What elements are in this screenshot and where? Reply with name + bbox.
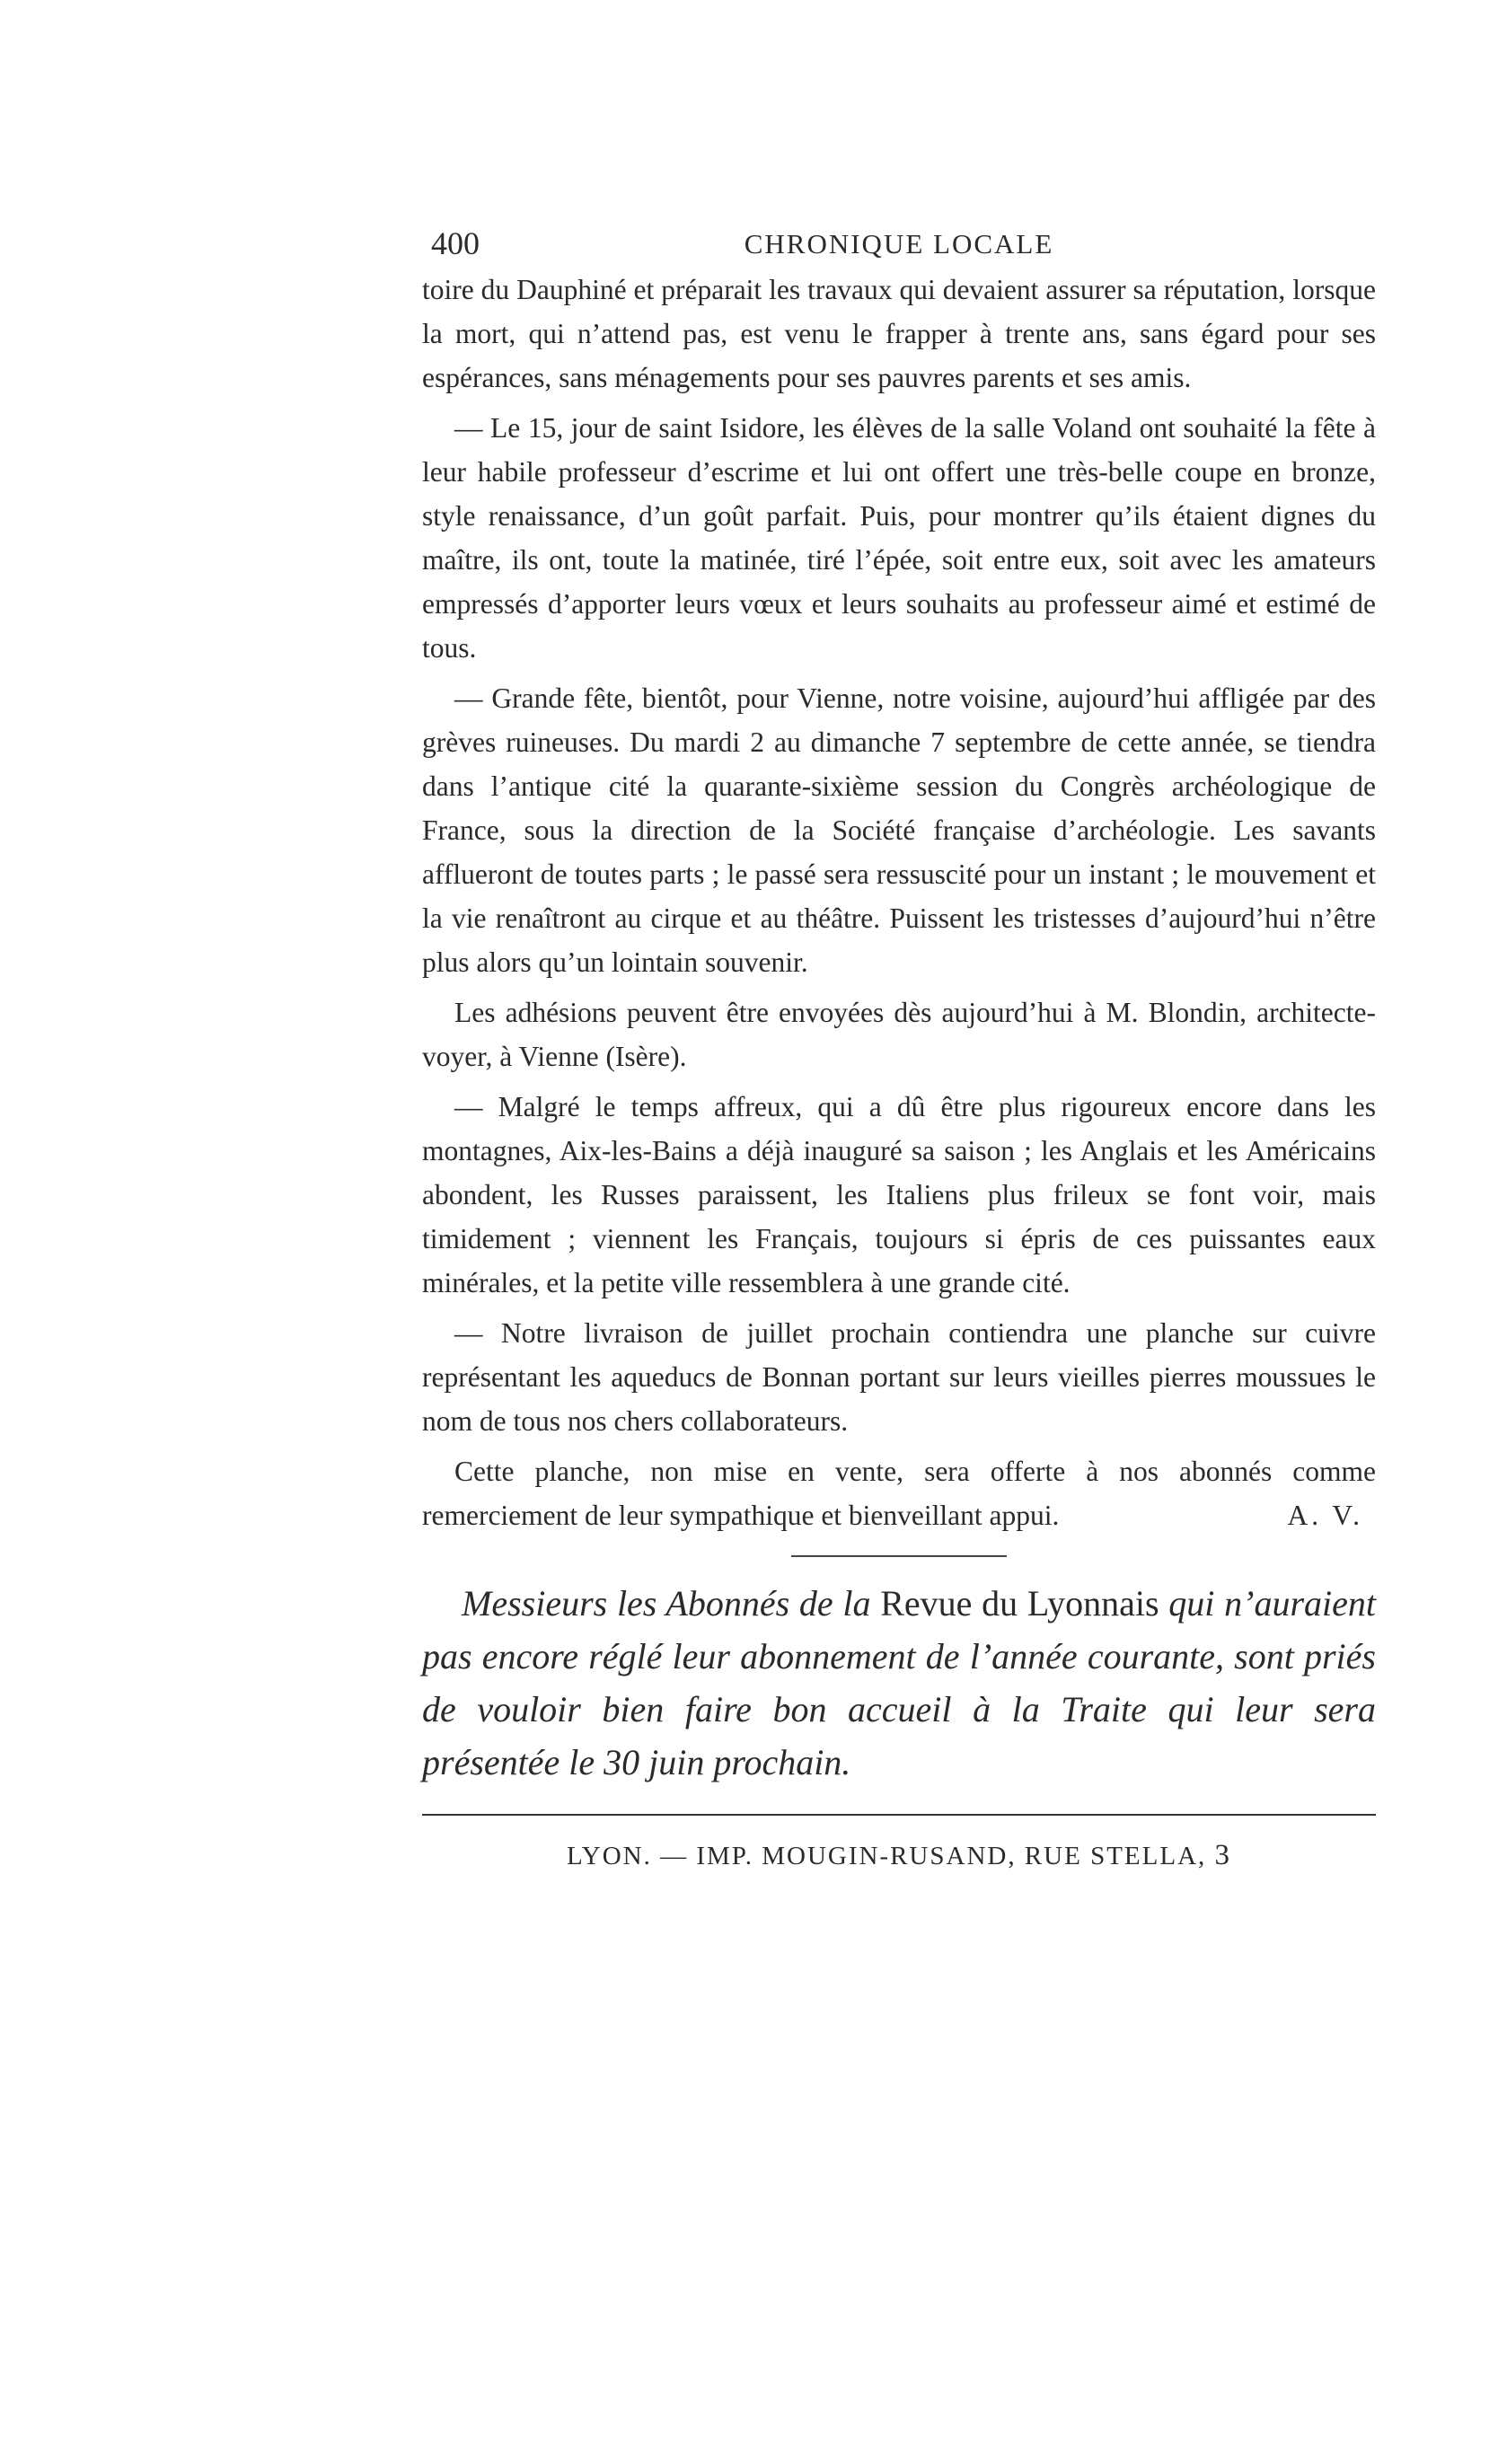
paragraph-dauphine: toire du Dauphiné et préparait les travaux qui devaient assurer sa réputation, lorsque la mort, qui n’attend pas, est venu le frapper à trente ans, sans égard pour ses espérances, sans ménagements pour ses pauvres parents et ses amis. [422, 274, 1376, 393]
paragraph-salle-voland: — Le 15, jour de saint Isidore, les élèves de la salle Voland ont souhaité la fête à leur habile professeur d’escrime et lui ont offert une très-belle coupe en bronze, style renaissance, d’un goût parfait. Puis, pour montrer qu’ils étaient dignes du maître, ils ont, toute la matinée, tiré l’épée, soit entre eux, soit avec les amateurs empressés d’apporter leurs vœux et leurs souhaits au professeur aimé et estimé de tous. [422, 412, 1376, 664]
paragraph-vienne-congress: — Grande fête, bientôt, pour Vienne, notre voisine, aujourd’hui affligée par des grèves ruineuses. Du mardi 2 au dimanche 7 septembre de cette année, se tiendra dans l’antique cité la quarante-sixième session du Congrès archéologique de France, sous la direction de la Société française d’archéologie. Les savants afflueront de toutes parts ; le passé sera ressuscité pour un instant ; le mouvement et la vie renaîtront au cirque et au théâtre. Puissent les tristesses d’aujourd’hui n’être plus alors qu’un lointain souvenir. [422, 682, 1376, 978]
printer-imprint [422, 1839, 1376, 1872]
notice-intro: Messieurs les Abonnés de la [462, 1583, 881, 1624]
imprint-street-number: 3 [1214, 1839, 1232, 1871]
chronicle-text [422, 268, 1376, 1537]
paragraph-planche: — Notre livraison de juillet prochain contiendra une planche sur cuivre représentant les aqueducs de Bonnan portant sur leurs vieilles pierres moussues le nom de tous nos chers collaborateurs. [422, 1317, 1376, 1437]
paragraph-adhesions: Les adhésions peuvent être envoyées dès aujourd’hui à M. Blondin, architecte-voyer, à Vienne (Isère). [422, 997, 1376, 1072]
book-page [422, 224, 1376, 1872]
imprint-text: LYON. — IMP. MOUGIN-RUSAND, RUE STELLA, [566, 1842, 1215, 1870]
signature: A. V. [1287, 1500, 1363, 1531]
page-number: 400 [431, 225, 480, 261]
running-title: CHRONIQUE LOCALE [744, 228, 1054, 260]
footer-rule [422, 1814, 1376, 1816]
running-head [422, 224, 1376, 268]
subscriber-notice [422, 1577, 1376, 1789]
closing-text: Cette planche, non mise en vente, sera offerte à nos abonnés comme remerciement de leur sympathique et bienveillant appui. [422, 1456, 1376, 1531]
journal-title: Revue du Lyonnais [880, 1583, 1159, 1624]
notice-body: qui n’auraient pas encore réglé leur abonnement de l’année courante, sont priés de vouloir bien faire bon accueil à la Traite qui leur sera présentée le 30 juin prochain. [422, 1583, 1376, 1782]
paragraph-closing [422, 1449, 1376, 1537]
section-divider [791, 1555, 1007, 1557]
paragraph-aix-les-bains: — Malgré le temps affreux, qui a dû être plus rigoureux encore dans les montagnes, Aix-les-Bains a déjà inauguré sa saison ; les Anglais et les Américains abondent, les Russes paraissent, les Italiens plus frileux se font voir, mais timidement ; viennent les Français, toujours si épris de ces puissantes eaux minérales, et la petite ville ressemblera à une grande cité. [422, 1091, 1376, 1298]
